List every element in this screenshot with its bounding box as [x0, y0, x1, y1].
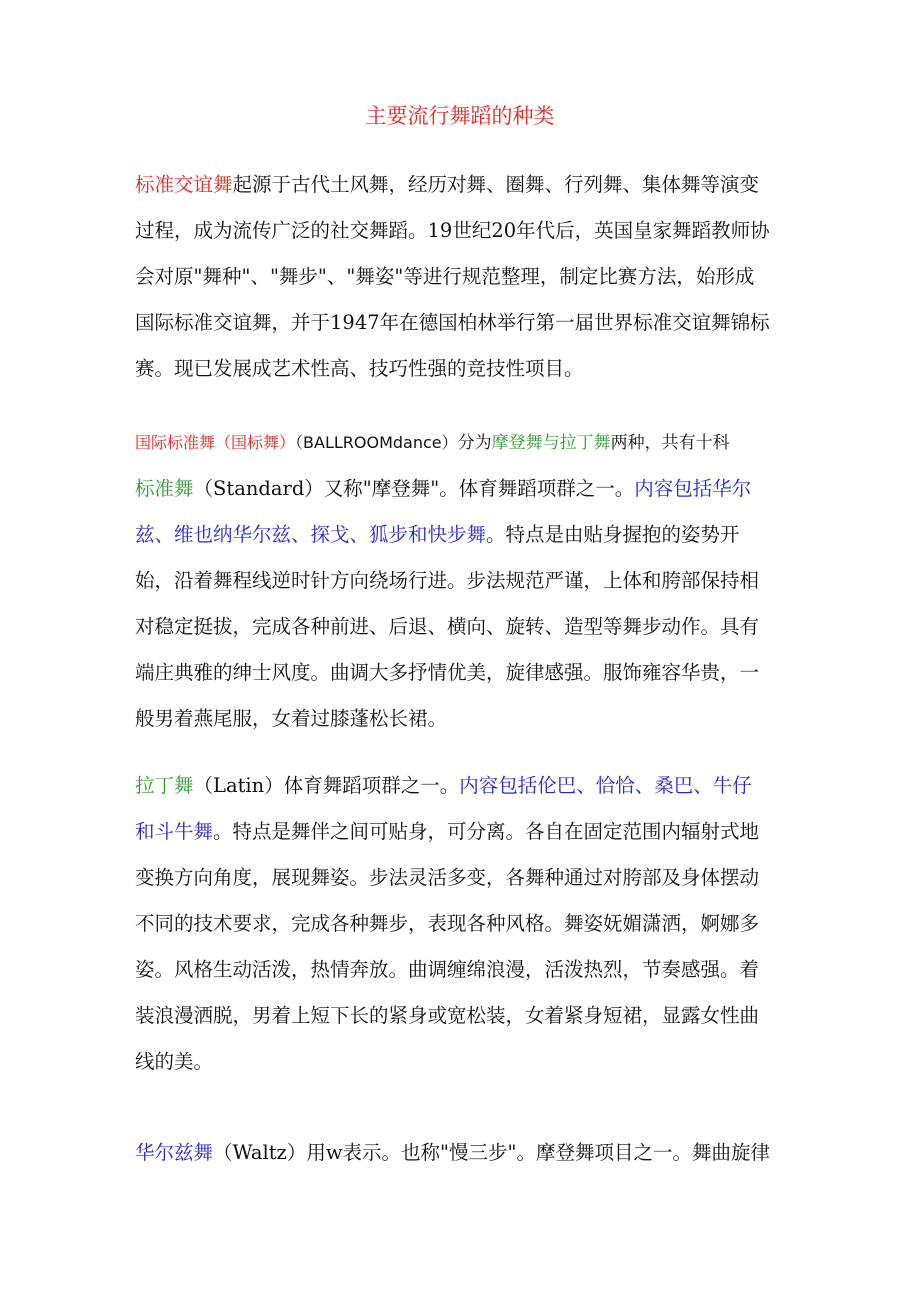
text-line — [135, 809, 795, 855]
text-span: 起源于古代土风舞，经历对舞、圈舞、行列舞、集体舞等演变 — [232, 173, 760, 196]
highlight-latin-contents-cont: 和斗牛舞 — [135, 820, 214, 843]
paragraph-latin — [135, 763, 795, 1085]
term-latin: 拉丁舞 — [135, 774, 194, 797]
text-line: 会对原"舞种"、"舞步"、"舞姿"等进行规范整理，制定比赛方法，始形成 — [135, 265, 755, 288]
highlight-modern-latin: 摩登舞与拉丁舞 — [491, 433, 611, 453]
text-span: 。特点是由贴身握抱的姿势开 — [486, 523, 740, 546]
term-standard-dance: 标准舞 — [135, 477, 194, 500]
text-line — [135, 1130, 795, 1176]
text-span: 两种，共有十科 — [610, 433, 730, 453]
text-line: 变换方向角度，展现舞姿。步法灵活多变，各舞种通过对胯部及身体摆动 — [135, 866, 760, 889]
text-line: 赛。现已发展成艺术性高、技巧性强的竞技性项目。 — [135, 357, 584, 380]
term-waltz: 华尔兹舞 — [135, 1141, 214, 1164]
text-line: 线的美。 — [135, 1050, 214, 1073]
text-line: 国际标准交谊舞，并于1947年在德国柏林举行第一届世界标准交谊舞锦标 — [135, 311, 770, 334]
text-line — [135, 466, 795, 512]
text-line: 般男着燕尾服，女着过膝蓬松长裙。 — [135, 707, 448, 730]
page-title: 主要流行舞蹈的种类 — [365, 104, 555, 128]
paragraph-waltz — [135, 1130, 795, 1176]
paragraph-standard-ballroom — [135, 162, 795, 392]
text-span: （Latin）体育舞蹈项群之一。 — [193, 774, 460, 797]
text-span: 分为 — [457, 433, 492, 453]
text-line: 端庄典雅的绅士风度。曲调大多抒情优美，旋律感强。服饰雍容华贵，一 — [135, 661, 760, 684]
text-line — [135, 162, 795, 208]
text-line: 对稳定挺拔，完成各种前进、后退、横向、旋转、造型等舞步动作。具有 — [135, 615, 760, 638]
text-line — [135, 512, 795, 558]
paragraph-international-standard — [135, 419, 795, 742]
term-international-standard: 国际标准舞（国标舞） — [135, 433, 296, 452]
text-line: 装浪漫洒脱，男着上短下长的紧身或宽松装，女着紧身短裙，显露女性曲 — [135, 1004, 760, 1027]
text-line: 姿。风格生动活泼，热情奔放。曲调缠绵浪漫，活泼热烈，节奏感强。着 — [135, 958, 760, 981]
text-line: 始，沿着舞程线逆时针方向绕场行进。步法规范严谨，上体和胯部保持相 — [135, 569, 760, 592]
text-line: 不同的技术要求，完成各种舞步，表现各种风格。舞姿妩媚潇洒，婀娜多 — [135, 912, 760, 935]
text-line — [135, 419, 795, 466]
text-line — [135, 763, 795, 809]
highlight-contents: 内容包括华尔 — [634, 477, 752, 500]
term-standard-ballroom: 标准交谊舞 — [135, 173, 233, 196]
text-span: 。特点是舞伴之间可贴身，可分离。各自在固定范围内辐射式地 — [213, 820, 760, 843]
text-span: （Standard）又称"摩登舞"。体育舞蹈项群之一。 — [193, 477, 635, 500]
highlight-contents-cont: 兹、维也纳华尔兹、探戈、狐步和快步舞 — [135, 523, 487, 546]
highlight-latin-contents: 内容包括伦巴、恰恰、桑巴、牛仔 — [459, 774, 752, 797]
text-span: （Waltz）用w表示。也称"慢三步"。摩登舞项目之一。舞曲旋律 — [213, 1141, 770, 1164]
text-line: 过程，成为流传广泛的社交舞蹈。19世纪20年代后，英国皇家舞蹈教师协 — [135, 219, 770, 242]
english-term-ballroom: （BALLROOMdance） — [295, 433, 458, 452]
